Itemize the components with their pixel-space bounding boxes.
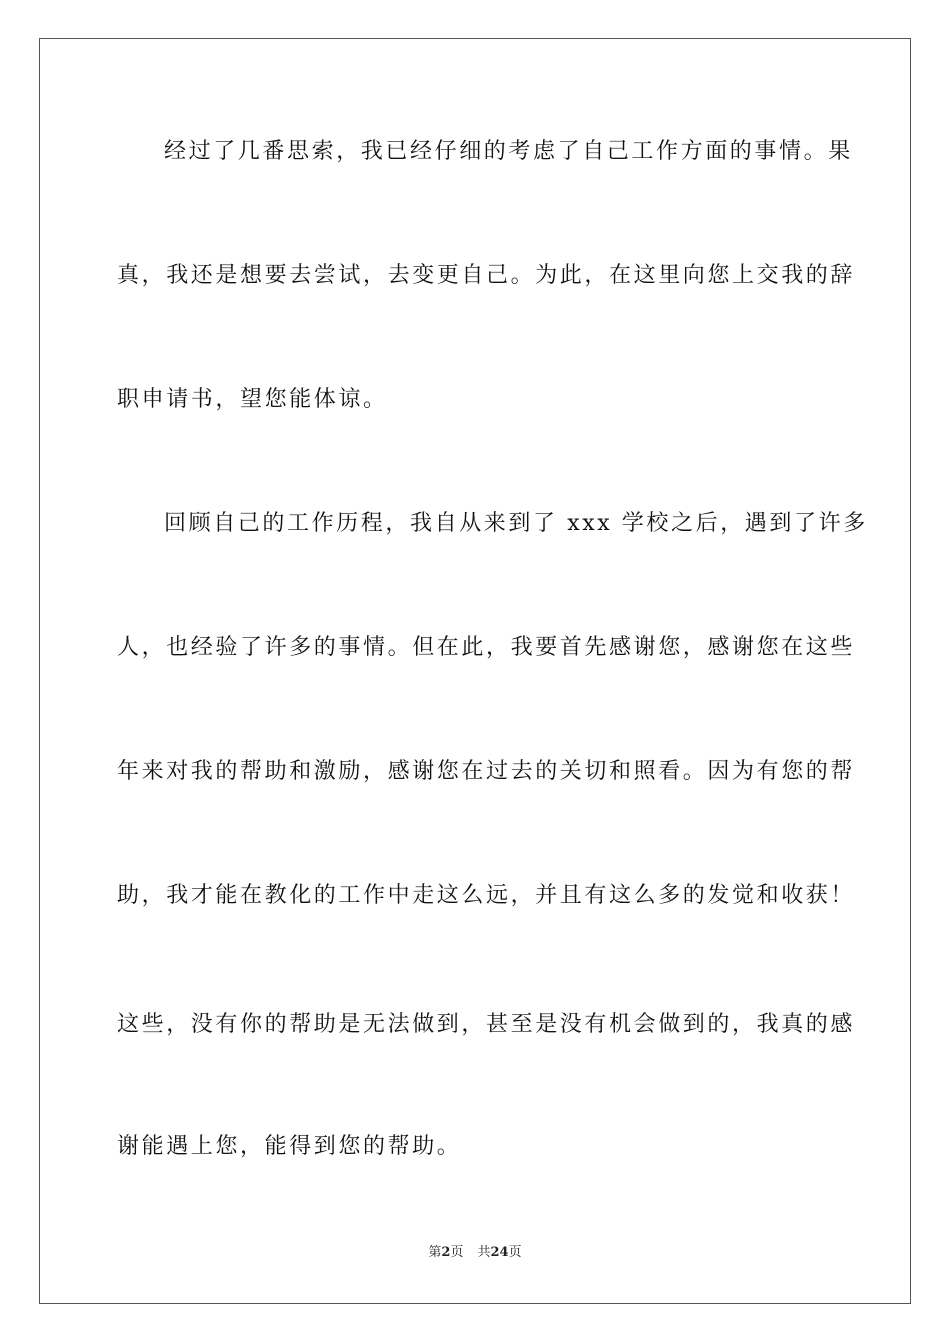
text-line: 助，我才能在教化的工作中走这么远，并且有这么多的发觉和收获！ [117,883,856,908]
text-line: 真，我还是想要去尝试，去变更自己。为此，在这里向您上交我的辞 [117,263,856,288]
page-number: 2 [441,1245,451,1260]
text-line: 回顾自己的工作历程，我自从来到了 xxx 学校之后，遇到了许多 [164,511,868,536]
page-suffix: 页 [450,1245,464,1260]
text-line: 职申请书，望您能体谅。 [117,387,388,412]
text-line: 年来对我的帮助和激励，感谢您在过去的关切和照看。因为有您的帮 [117,759,856,784]
total-prefix: 共 [477,1245,491,1260]
total-pages: 24 [490,1245,509,1260]
text-line: 谢能遇上您，能得到您的帮助。 [117,1134,462,1159]
text-line: 这些，没有你的帮助是无法做到，甚至是没有机会做到的，我真的感 [117,1012,856,1037]
page-prefix: 第 [428,1245,442,1260]
page-footer [0,1244,950,1262]
page-border [39,38,911,1304]
text-line: 人，也经验了许多的事情。但在此，我要首先感谢您，感谢您在这些 [117,635,856,660]
total-suffix: 页 [508,1245,522,1260]
text-line: 经过了几番思索，我已经仔细的考虑了自己工作方面的事情。果 [164,139,853,164]
